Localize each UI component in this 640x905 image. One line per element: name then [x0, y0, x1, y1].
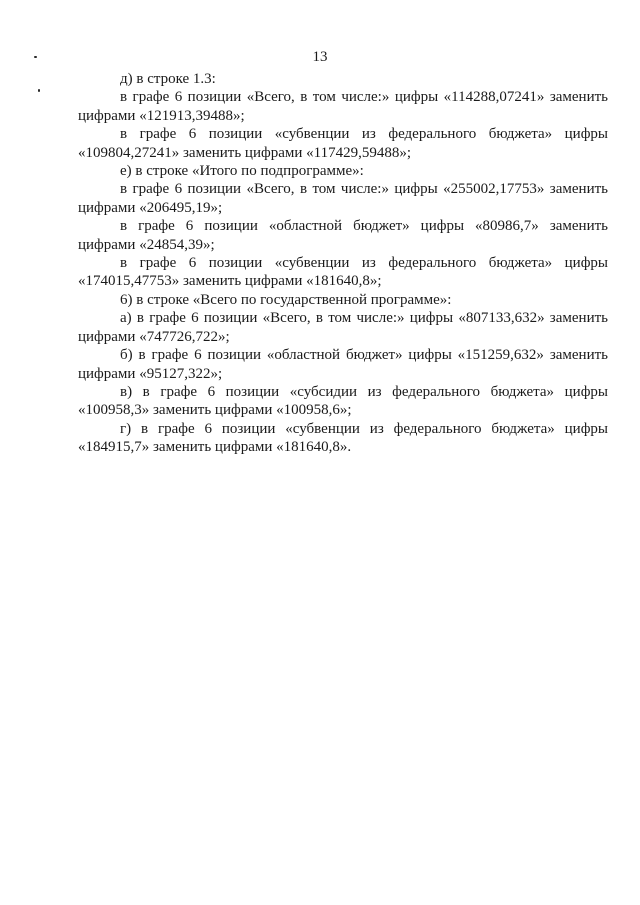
document-paragraph: 6) в строке «Всего по государственной программе»: — [120, 291, 452, 308]
document-paragraph: в) в графе 6 позиции «субсидии из федерального бюджета» цифры «100958,3» заменить цифрами «100958,6»; — [78, 383, 608, 419]
scan-mark-left-2 — [38, 89, 40, 92]
document-paragraph: в графе 6 позиции «Всего, в том числе:» цифры «255002,17753» заменить цифрами «206495,19»; — [78, 181, 608, 216]
page-number: 13 — [312, 49, 328, 65]
document-body — [78, 70, 608, 457]
scan-mark-left-1 — [34, 56, 37, 58]
document-paragraph: б) в графе 6 позиции «областной бюджет» цифры «151259,632» заменить цифрами «95127,322»; — [78, 347, 608, 382]
document-paragraph: а) в графе 6 позиции «Всего, в том числе:» цифры «807133,632» заменить цифрами «747726,722»; — [78, 310, 608, 345]
document-paragraph: г) в графе 6 позиции «субвенции из федерального бюджета» цифры «184915,7» заменить цифрами «181640,8». — [78, 420, 608, 456]
document-paragraph: в графе 6 позиции «областной бюджет» цифры «80986,7» заменить цифрами «24854,39»; — [78, 218, 608, 253]
document-paragraph: в графе 6 позиции «Всего, в том числе:» цифры «114288,07241» заменить цифрами «121913,39488»; — [78, 89, 608, 124]
document-paragraph: д) в строке 1.3: — [120, 71, 216, 87]
document-paragraph: в графе 6 позиции «субвенции из федерального бюджета» цифры «174015,47753» заменить цифрами «181640,8»; — [78, 255, 608, 290]
document-paragraph: е) в строке «Итого по подпрограмме»: — [120, 163, 364, 180]
document-paragraph: в графе 6 позиции «субвенции из федерального бюджета» цифры «109804,27241» заменить цифрами «117429,59488»; — [78, 126, 608, 161]
